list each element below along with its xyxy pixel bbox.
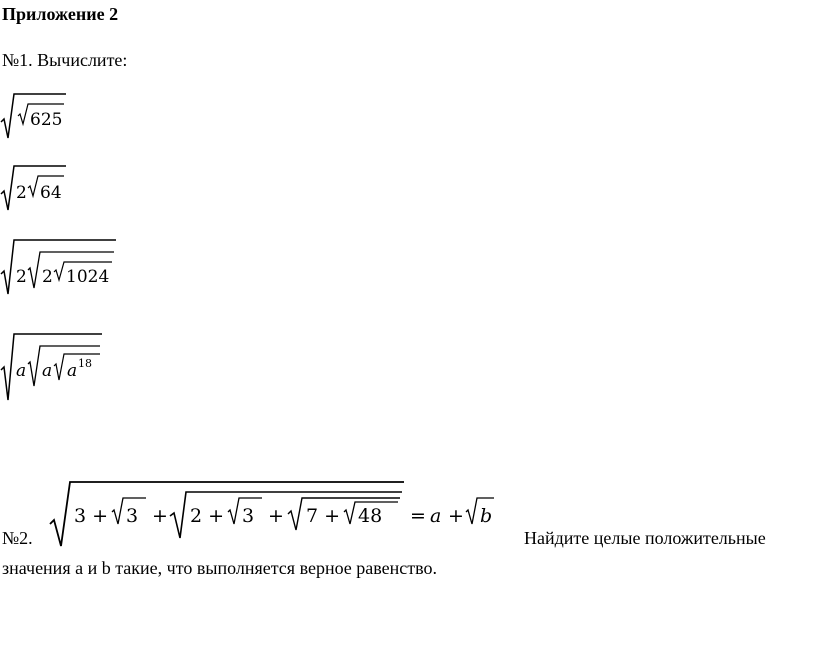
third-radical-sign xyxy=(288,498,400,530)
plus-sign-3: + xyxy=(448,505,464,527)
task1-label: №1. Вычислите: xyxy=(2,50,128,70)
exponent-18: 18 xyxy=(78,357,92,370)
formula-4 xyxy=(0,326,140,406)
task2-equation-svg xyxy=(48,476,518,551)
variable-a-outer: a xyxy=(16,361,27,381)
radicand-64: 64 xyxy=(40,183,62,203)
formula-3-svg xyxy=(0,232,140,302)
coefficient-2-inner: 2 xyxy=(42,267,53,287)
plus-sign-1: + xyxy=(152,505,168,527)
task2-instruction-part1: Найдите целые положительные xyxy=(524,528,766,548)
term-7-plus: 7 + xyxy=(306,505,341,527)
variable-a: a xyxy=(430,505,442,527)
formula-3 xyxy=(0,232,140,302)
task2-equation xyxy=(48,476,518,556)
plus-sign-2: + xyxy=(268,505,284,527)
coefficient-2-outer: 2 xyxy=(16,267,27,287)
formula-1 xyxy=(0,86,120,146)
radicand-625: 625 xyxy=(30,110,63,130)
formula-2-svg xyxy=(0,158,120,218)
term-3-plus: 3 + xyxy=(74,505,109,527)
formula-4-svg xyxy=(0,326,140,406)
variable-b: b xyxy=(480,505,493,527)
coefficient-2: 2 xyxy=(16,183,27,203)
radicand-3-b: 3 xyxy=(242,505,255,527)
variable-a-middle: a xyxy=(42,361,53,381)
formula-2 xyxy=(0,158,120,218)
radicand-3-a: 3 xyxy=(126,505,139,527)
task2-label: №2. xyxy=(2,528,33,548)
radicand-48: 48 xyxy=(358,505,383,527)
page-title: Приложение 2 xyxy=(2,4,119,24)
base-a: a xyxy=(67,361,78,381)
formula-1-svg xyxy=(0,86,120,146)
radicand-1024: 1024 xyxy=(66,267,110,287)
equals-sign: = xyxy=(410,505,426,527)
term-2-plus: 2 + xyxy=(190,505,225,527)
task2-instruction-part2: значения a и b такие, что выполняется верное равенство. xyxy=(2,558,438,578)
